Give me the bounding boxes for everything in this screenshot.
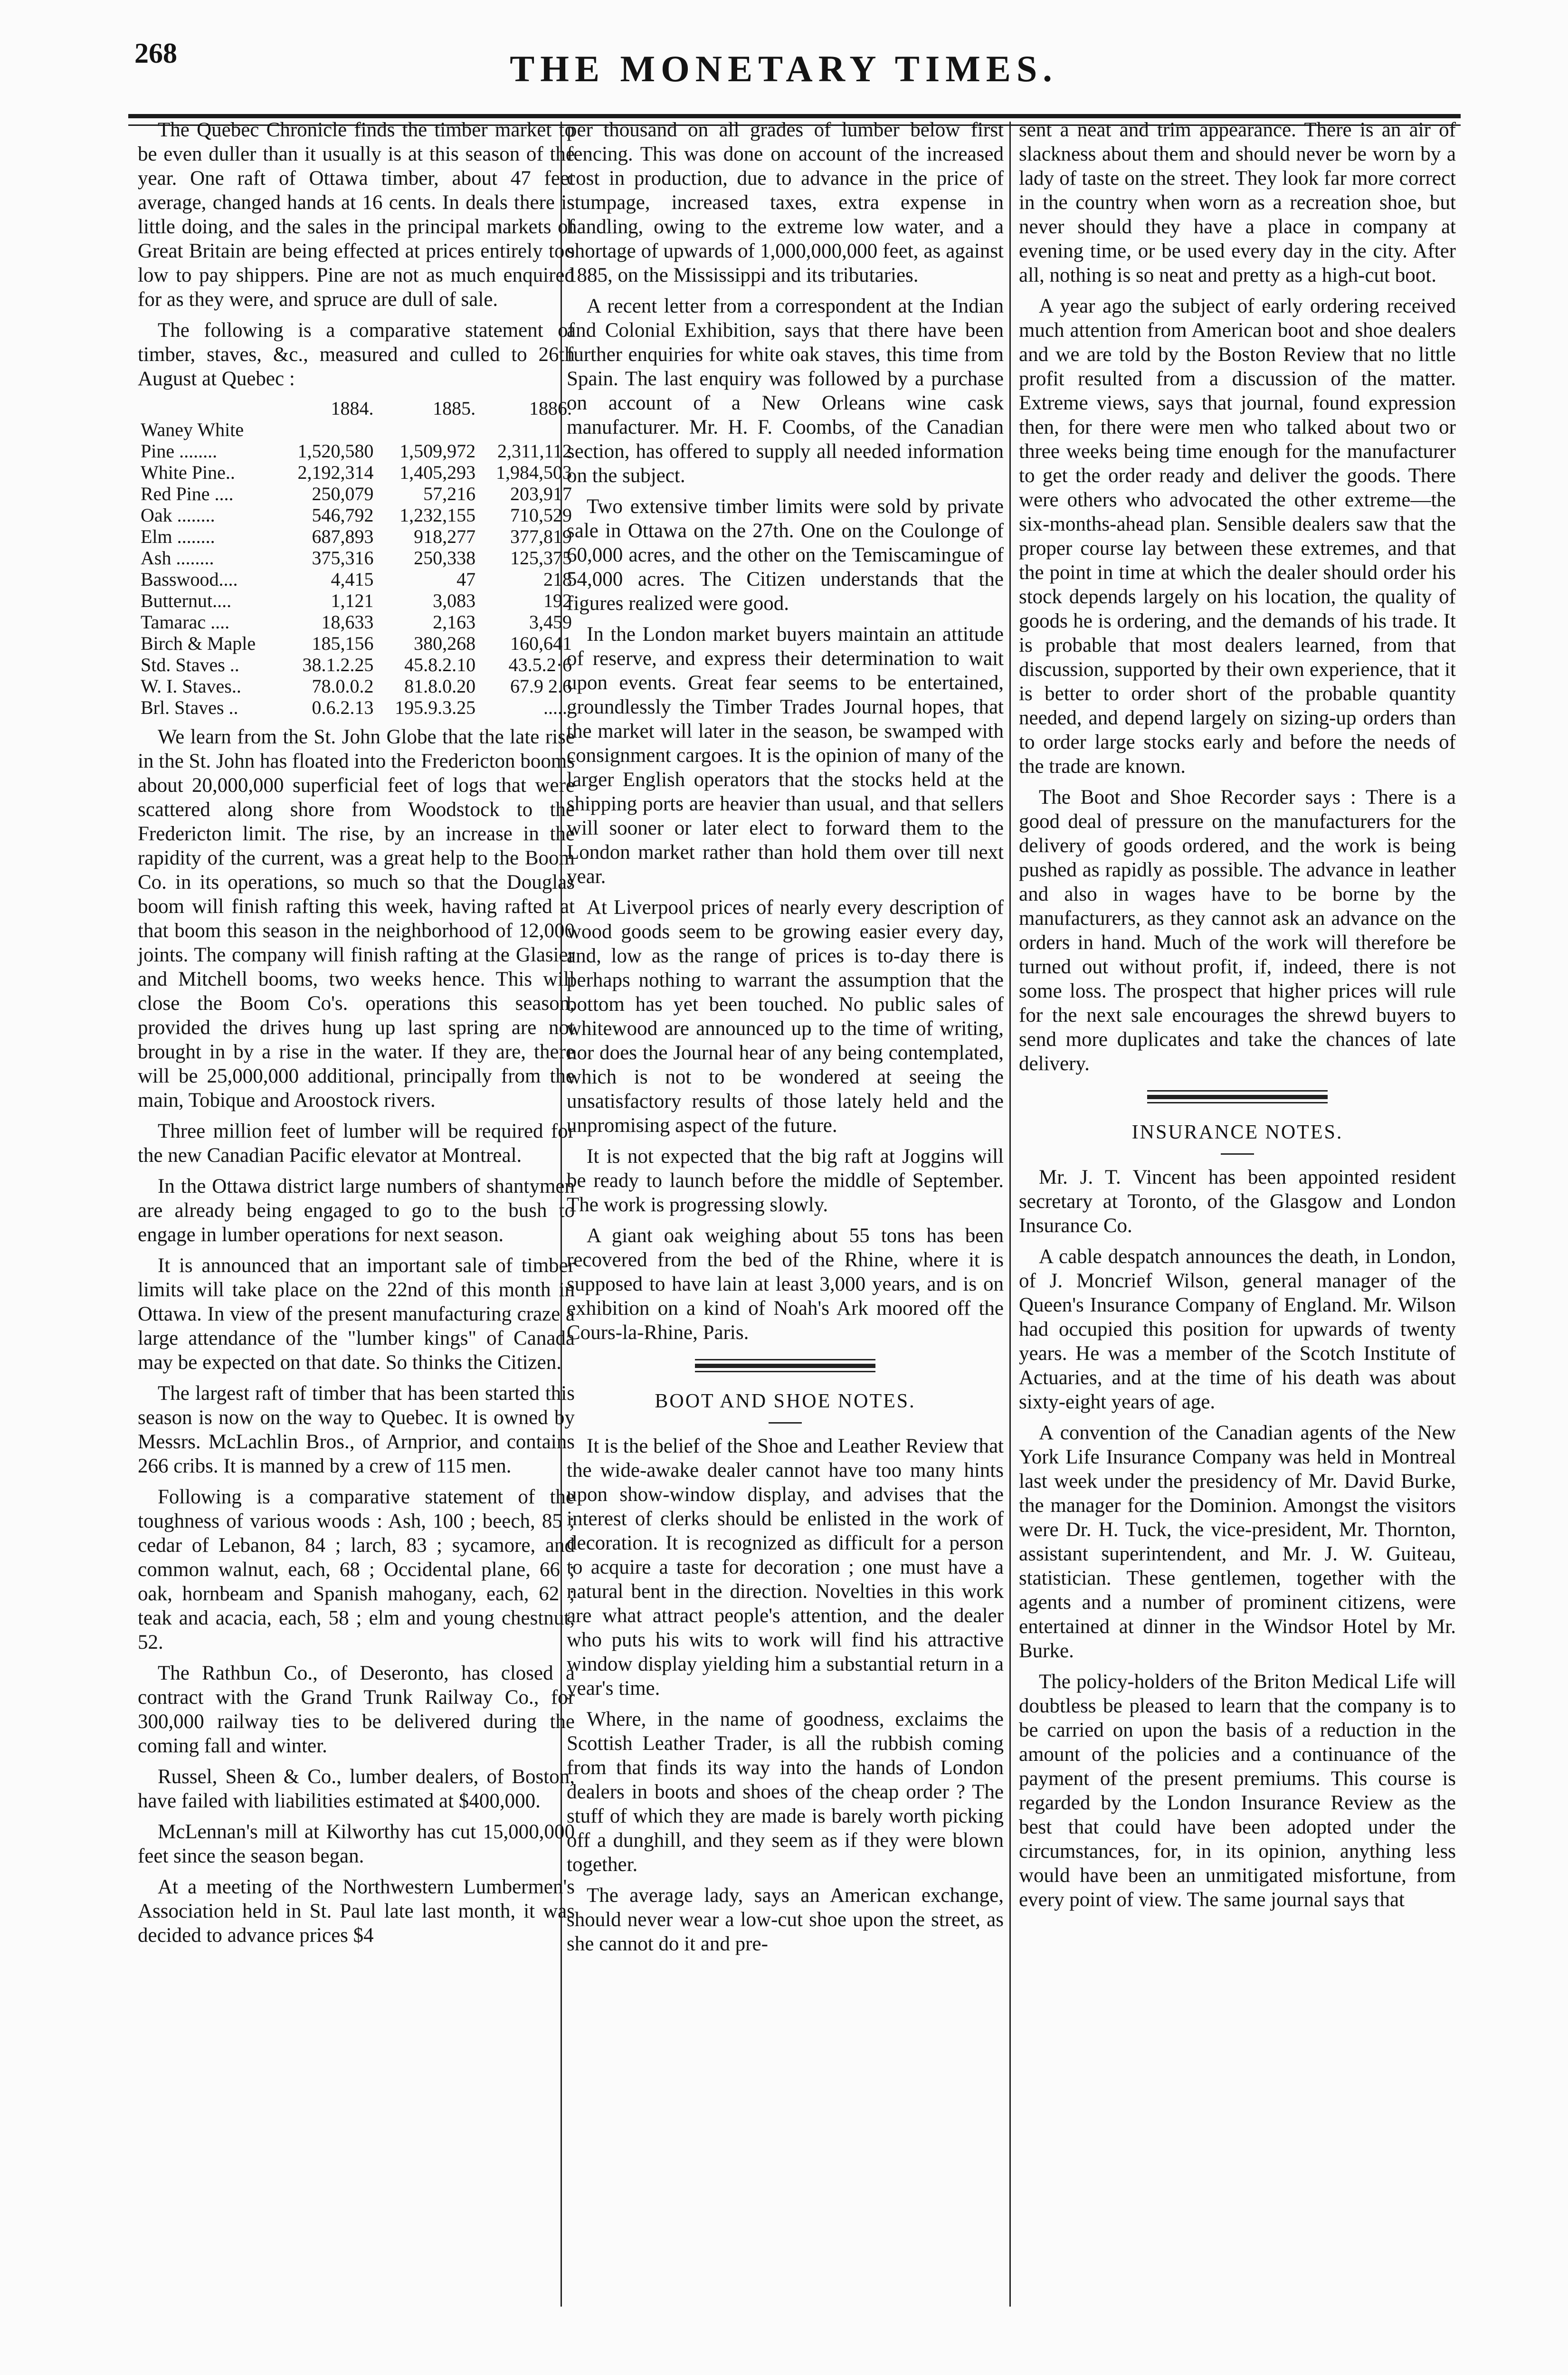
table-cell: White Pine..: [141, 462, 235, 483]
article-paragraph: Where, in the name of goodness, exclaims the Scottish Leather Trader, is all the rubbish coming from that finds its way into the hands of London dealers in boots and shoes of the cheap order ? The stuff of which they are made is barely worth picking off a dunghill, and they seem as if they were blown together.: [567, 1708, 1004, 1876]
table-cell: 377,819: [510, 526, 572, 547]
table-cell: 1,405,293: [399, 462, 476, 483]
table-cell: Butternut....: [141, 590, 232, 611]
table-row: [138, 440, 575, 462]
column-divider-2: [1009, 122, 1011, 2307]
table-cell: 218: [543, 569, 572, 590]
table-cell: 1,232,155: [399, 504, 476, 526]
table-cell: 18,633: [321, 611, 374, 633]
article-paragraph: In the London market buyers maintain an attitude of reserve, and express their determination to wait upon events. Great fear seems to be entertained, groundlessly the Timber Trades Journal hopes, that the market will later in the season, be swamped with consignment cargoes. It is the opinion of many of the larger English operators that the stocks held at the shipping ports are heavier than usual, and that sellers will sooner or later elect to forward them to the London market rather than hold them over till next year.: [567, 623, 1004, 888]
table-cell: 1,509,972: [399, 440, 476, 462]
table-cell: 1,984,503: [496, 462, 572, 483]
article-paragraph: A giant oak weighing about 55 tons has been recovered from the bed of the Rhine, where it is supposed to have lain at least 3,000 years, and is on exhibition on a kind of Noah's Ark moored off the Cours-la-Rhine, Paris.: [567, 1225, 1004, 1344]
section-heading-insurance: INSURANCE NOTES.: [1131, 1121, 1343, 1143]
section-ornament-rule: [695, 1359, 875, 1375]
table-cell: Basswood....: [141, 569, 238, 590]
article-paragraph: It is announced that an important sale of timber limits will take place on the 22nd of this month in Ottawa. In view of the present manufacturing craze a large attendance of the "lumber kings" of Canada may be expected on that date. So thinks the Citizen.: [138, 1254, 575, 1374]
table-cell: 918,277: [414, 526, 476, 547]
article-paragraph: A year ago the subject of early ordering received much attention from American boot and shoe dealers and we are told by the Boston Review that no little profit resulted from a discussion of the matter. Extreme views, says that journal, found expression then, for there were men who talked about two or three weeks being time enough for the manufacturer to get the order ready and deliver the goods. There were others who advocated the other extreme—the six-months-ahead plan. Sensible dealers saw that the proper course lay between these extremes, and that the point in time at which the dealer should order his stock depends largely on his location, the quality of goods he is ordering, and the demands of his trade. It is probable that most dealers learned, from that discussion, supported by their own experience, that it is better to order short of the probable quantity needed, and depend largely on sizing-up orders than to order large stocks early and before the needs of the trade are known.: [1019, 295, 1456, 778]
heading-underline: [1221, 1153, 1254, 1155]
table-cell: 81.8.0.20: [404, 675, 476, 697]
article-paragraph: We learn from the St. John Globe that the late rise in the St. John has floated into the Fredericton booms about 20,000,000 superficial feet of logs that were scattered along shore from Woodstock to the Fredericton limit. The rise, by an increase in the rapidity of the current, was a great help to the Boom Co. in its operations, so much so that the Douglas boom will finish rafting this week, having rafted at that boom this season in the neighborhood of 12,000 joints. The company will finish rafting at the Glasier and Mitchell booms, two weeks hence. This will close the Boom Co's. operations this season, provided the drives hung up last spring are not brought in by a rise in the water. If they are, there will be 25,000,000 additional, principally from the main, Tobique and Aroostock rivers.: [138, 726, 575, 1112]
article-paragraph: The policy-holders of the Briton Medical Life will doubtless be pleased to learn that the company is to be carried on upon the basis of a reduction in the amount of the policies and a continuance of the payment of the present premiums. This course is regarded by the London Insurance Review as the best that could have been adopted under the circumstances, for, in its opinion, anything less would have been an unmitigated misfortune, from every point of view. The same journal says that: [1019, 1671, 1456, 1911]
article-paragraph: Mr. J. T. Vincent has been appointed resident secretary at Toronto, of the Glasgow and London Insurance Co.: [1019, 1166, 1456, 1237]
table-row: [138, 483, 575, 504]
article-paragraph: The average lady, says an American exchange, should never wear a low-cut shoe upon the street, as she cannot do it and pre-: [567, 1884, 1004, 1955]
table-cell: [377, 419, 479, 440]
table-cell: Tamarac ....: [141, 611, 230, 633]
table-cell: 546,792: [312, 504, 374, 526]
article-paragraph: A cable despatch announces the death, in London, of J. Moncrief Wilson, general manager of the Queen's Insurance Company of England. Mr. Wilson had occupied this position for upwards of twenty years. He was a member of the Scotch Institute of Actuaries, and at the time of his death was about sixty-eight years of age.: [1019, 1245, 1456, 1413]
table-cell: 1,121: [331, 590, 374, 611]
table-row: [138, 654, 575, 675]
table-cell: 250,338: [414, 547, 476, 569]
table-cell: Ash ........: [141, 547, 214, 569]
section-heading-boot-and-shoe: BOOT AND SHOE NOTES.: [655, 1390, 916, 1412]
heading-underline: [769, 1422, 802, 1424]
table-cell: [478, 419, 575, 440]
table-row: [138, 611, 575, 633]
article-paragraph: per thousand on all grades of lumber below first fencing. This was done on account of the increased cost in production, due to advance in the price of stumpage, increased taxes, extra expense in handling, owing to the extreme low water, and a shortage of upwards of 1,000,000,000 feet, as against 1885, on the Mississippi and its tributaries.: [567, 119, 1004, 286]
table-header-cell: 1886.: [529, 398, 572, 419]
table-cell: 192: [543, 590, 572, 611]
table-row: [138, 419, 575, 440]
table-row: [138, 675, 575, 697]
table-cell: 125,375: [510, 547, 572, 569]
article-paragraph: A recent letter from a correspondent at the Indian and Colonial Exhibition, says that there have been further enquiries for white oak staves, this time from Spain. The last enquiry was followed by a purchase on account of a New Orleans wine cask manufacturer. Mr. H. F. Coombs, of the Canadian section, has offered to supply all needed information on the subject.: [567, 295, 1004, 487]
table-cell: 2,192,314: [297, 462, 374, 483]
table-cell: 375,316: [312, 547, 374, 569]
article-paragraph: At a meeting of the Northwestern Lumbermen's Association held in St. Paul late last month, it was decided to advance prices $4: [138, 1876, 575, 1947]
table-cell: 67.9 2.6: [510, 675, 572, 697]
article-paragraph: The following is a comparative statement of timber, staves, &c., measured and culled to 26th August at Quebec :: [138, 319, 575, 390]
table-cell: 3,459: [529, 611, 572, 633]
table-row: [138, 633, 575, 654]
article-paragraph: It is the belief of the Shoe and Leather Review that the wide-awake dealer cannot have too many hints upon show-window display, and advises that the interest of clerks should be enlisted in the work of decoration. It is recognized as difficult for a person to acquire a taste for decoration ; one must have a natural bent in the direction. Novelties in this work are what attract people's attention, and the dealer who puts his wits to work will find his attractive window display yielding him a substantial return in a year's time.: [567, 1435, 1004, 1700]
article-paragraph: The largest raft of timber that has been started this season is now on the way to Quebec. It is owned by Messrs. McLachlin Bros., of Arnprior, and contains 266 cribs. It is manned by a crew of 115 men.: [138, 1382, 575, 1477]
table-cell: [280, 419, 377, 440]
table-cell: 78.0.0.2: [312, 675, 374, 697]
table-cell: 4,415: [331, 569, 374, 590]
table-cell: ......: [543, 697, 572, 718]
article-paragraph: It is not expected that the big raft at Joggins will be ready to launch before the middle of September. The work is progressing slowly.: [567, 1145, 1004, 1216]
table-row: [138, 462, 575, 483]
table-cell: 687,893: [312, 526, 374, 547]
table-cell: 250,079: [312, 483, 374, 504]
table-row: [138, 547, 575, 569]
article-paragraph: Following is a comparative statement of the toughness of various woods : Ash, 100 ; beech, 85 ; cedar of Lebanon, 84 ; larch, 83 ; sycamore, and common walnut, each, 68 ; Occidental plane, 66 ; oak, hornbeam and Spanish mahogany, each, 62 ; teak and acacia, each, 58 ; elm and young chestnut, 52.: [138, 1486, 575, 1653]
article-paragraph: The Rathbun Co., of Deseronto, has closed a contract with the Grand Trunk Railway Co., for 300,000 railway ties to be delivered during the coming fall and winter.: [138, 1662, 575, 1757]
table-cell: 47: [456, 569, 476, 590]
section-ornament-rule: [1147, 1090, 1328, 1106]
table-row: [138, 569, 575, 590]
table-header-cell: 1884.: [331, 398, 374, 419]
article-paragraph: sent a neat and trim appearance. There is an air of slackness about them and should never be worn by a lady of taste on the street. They look far more correct in the country when worn as a recreation shoe, but never should they have a place in company at evening time, or be used every day in the city. After all, nothing is so neat and pretty as a high-cut boot.: [1019, 119, 1456, 286]
timber-statement-table: [138, 398, 575, 718]
table-cell: 38.1.2.25: [302, 654, 374, 675]
table-cell: 3,083: [433, 590, 476, 611]
table-row: [138, 590, 575, 611]
article-paragraph: The Quebec Chronicle finds the timber market to be even duller than it usually is at this season of the year. One raft of Ottawa timber, about 47 feet average, changed hands at 16 cents. In deals there is little doing, and the sales in the principal markets of Great Britain are being effected at prices entirely too low to pay shippers. Pine are not as much enquired for as they were, and spruce are dull of sale.: [138, 119, 575, 311]
article-paragraph: Three million feet of lumber will be required for the new Canadian Pacific elevator at Montreal.: [138, 1120, 575, 1167]
article-paragraph: The Boot and Shoe Recorder says : There is a good deal of pressure on the manufacturers for the delivery of goods ordered, and the work is being pushed as rapidly as possible. The advance in leather and also in wages have to be borne by the manufacturers, as they cannot ask an advance on the orders in hand. Much of the work will therefore be turned out without profit, if, indeed, there is not some loss. The prospect that higher prices will rule for the next sale encourages the shrewd buyers to send more duplicates and take the chances of late delivery.: [1019, 786, 1456, 1075]
article-paragraph: Russel, Sheen & Co., lumber dealers, of Boston, have failed with liabilities estimated at $400,000.: [138, 1766, 575, 1812]
table-cell: 43.5.2·6: [508, 654, 572, 675]
table-cell: Oak ........: [141, 504, 215, 526]
table-cell: 57,216: [423, 483, 476, 504]
table-header-cell: [138, 398, 280, 419]
table-header-cell: 1885.: [433, 398, 476, 419]
table-cell: W. I. Staves..: [141, 675, 241, 697]
column-2: [567, 118, 1004, 1963]
table-row: [138, 504, 575, 526]
table-cell: Birch & Maple: [141, 633, 256, 654]
table-cell: 185,156: [312, 633, 374, 654]
table-cell: Elm ........: [141, 526, 215, 547]
table-cell: Pine ........: [141, 440, 218, 462]
table-cell: 2,311,112: [497, 440, 572, 462]
article-paragraph: At Liverpool prices of nearly every description of wood goods seem to be growing easier every day, and, low as the range of prices is to-day there is perhaps nothing to warrant the assumption that the bottom has yet been touched. No public sales of whitewood are announced up to the time of writing, nor does the Journal hear of any being contemplated, which is not to be wondered at seeing the unsatisfactory results of those lately held and the unpromising aspect of the future.: [567, 896, 1004, 1137]
table-row: [138, 697, 575, 718]
column-3: [1019, 118, 1456, 1919]
table-cell: Red Pine ....: [141, 483, 234, 504]
table-cell: 380,268: [414, 633, 476, 654]
article-paragraph: McLennan's mill at Kilworthy has cut 15,000,000 feet since the season began.: [138, 1821, 575, 1867]
table-cell: Waney White: [141, 419, 244, 440]
table-cell: 160,641: [510, 633, 572, 654]
table-cell: 195.9.3.25: [395, 697, 476, 718]
table-cell: Std. Staves ..: [141, 654, 239, 675]
table-cell: Brl. Staves ..: [141, 697, 238, 718]
page-number: 268: [134, 38, 177, 69]
table-cell: 0.6.2.13: [312, 697, 374, 718]
masthead-title: THE MONETARY TIMES.: [510, 48, 1058, 89]
column-1: [138, 118, 575, 1954]
article-paragraph: In the Ottawa district large numbers of shantymen are already being engaged to go to the bush to engage in lumber operations for next season.: [138, 1175, 575, 1246]
table-cell: 1,520,580: [297, 440, 374, 462]
table-row: [138, 526, 575, 547]
table-cell: 203,917: [510, 483, 572, 504]
table-cell: 2,163: [433, 611, 476, 633]
article-paragraph: Two extensive timber limits were sold by private sale in Ottawa on the 27th. One on the Coulonge of 60,000 acres, and the other on the Temiscamingue of 54,000 acres. The Citizen understands that the figures realized were good.: [567, 495, 1004, 615]
table-header-row: [138, 398, 575, 419]
table-cell: 45.8.2.10: [404, 654, 476, 675]
article-paragraph: A convention of the Canadian agents of the New York Life Insurance Company was held in Montreal last week under the presidency of Mr. David Burke, the manager for the Dominion. Amongst the visitors were Dr. H. Tuck, the vice-president, Mr. Thornton, assistant superintendent, and Mr. J. W. Guiteau, statistician. These gentlemen, together with the agents and a number of prominent citizens, were entertained at dinner in the Windsor Hotel by Mr. Burke.: [1019, 1422, 1456, 1662]
table-cell: 710,529: [510, 504, 572, 526]
